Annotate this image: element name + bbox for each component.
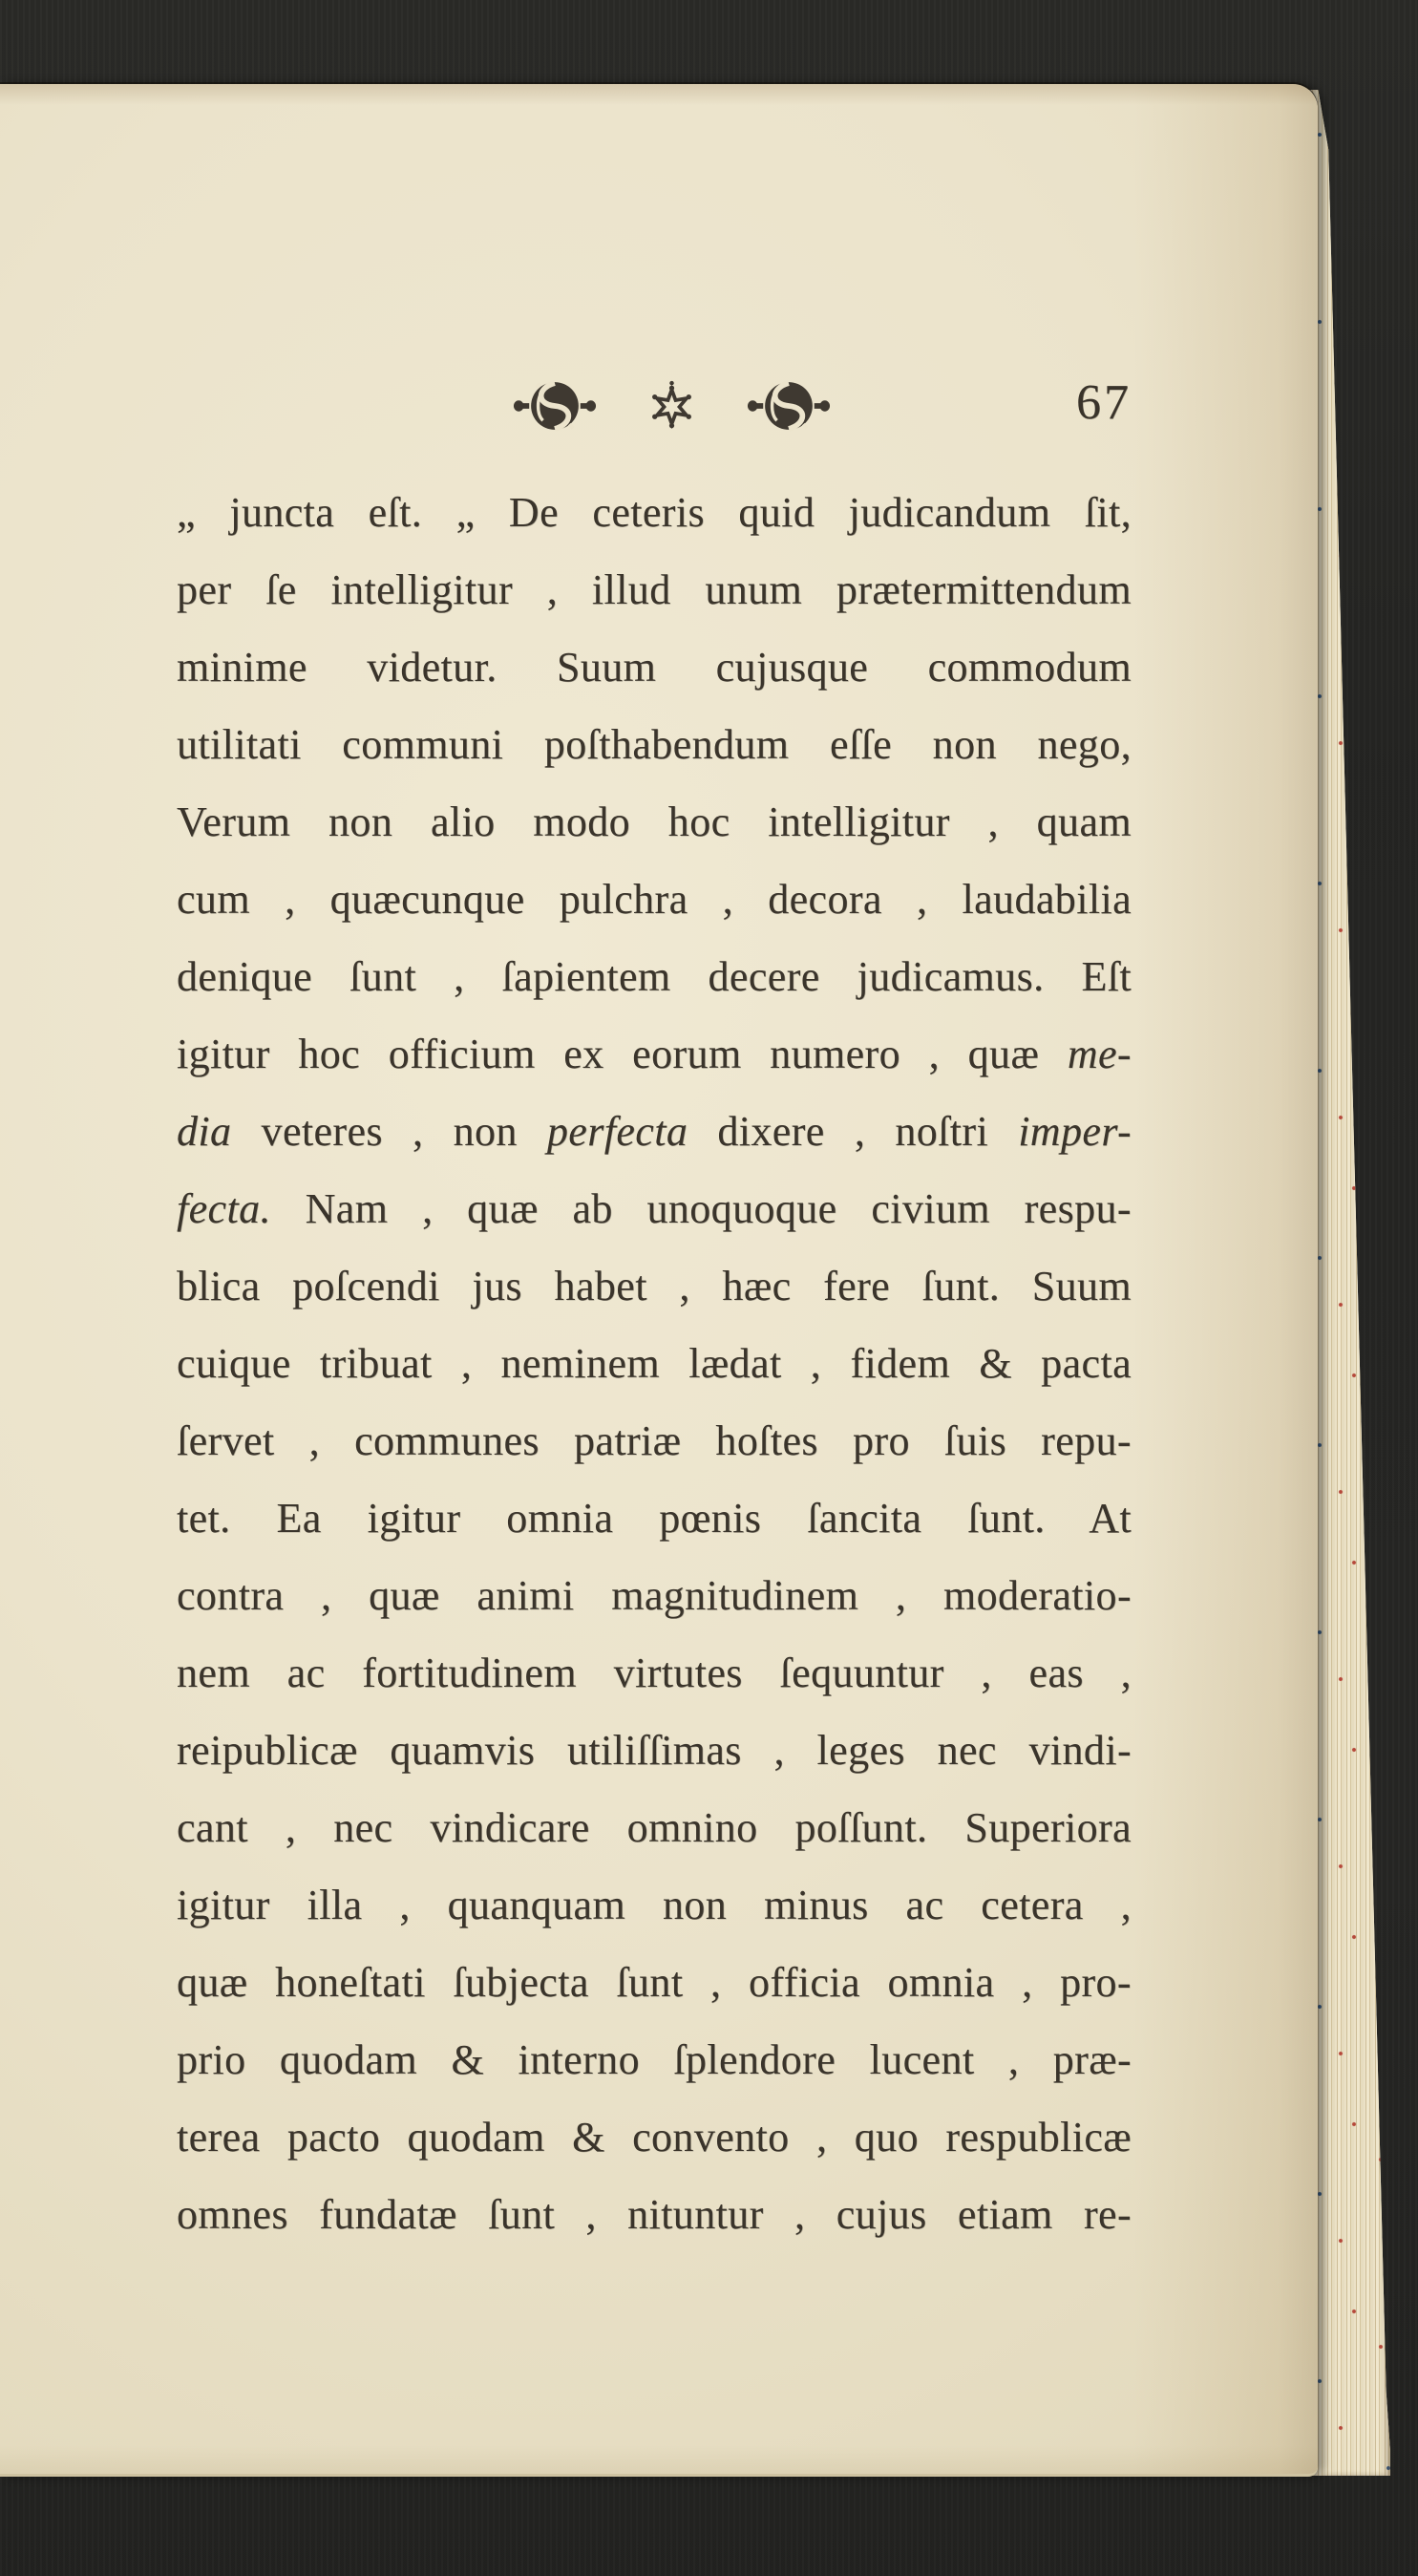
text-line: tet. Ea igitur omnia pœnis ſancita ſunt. At [177, 1495, 1132, 1542]
page-header [177, 371, 1132, 453]
fleuron-star-icon [650, 379, 693, 433]
text-line: blica poſcendi jus habet , hæc fere ſunt. Suum [177, 1263, 1132, 1309]
text-line: fecta. Nam , quæ ab unoquoque civium respu- [177, 1185, 1132, 1232]
text-block [177, 474, 1132, 2253]
text-line: nem ac fortitudinem virtutes ſequuntur , eas , [177, 1650, 1132, 1696]
text-line: dia veteres , non perfecta dixere , noſtri imper- [177, 1108, 1132, 1155]
text-line: cuique tribuat , neminem lædat , fidem & pacta [177, 1340, 1132, 1387]
text-line: omnes fundatæ ſunt , nituntur , cujus etiam re- [177, 2191, 1132, 2238]
text-line: Verum non alio modo hoc intelligitur , quam [177, 798, 1132, 845]
text-line: igitur hoc officium ex eorum numero , quæ me- [177, 1031, 1132, 1077]
text-line: quæ honeſtati ſubjecta ſunt , officia omnia , pro- [177, 1959, 1132, 2006]
text-line: per ſe intelligitur , illud unum prætermittendum [177, 566, 1132, 613]
fleuron-circle-icon [513, 378, 597, 434]
text-line: reipublicæ quamvis utiliſſimas , leges nec vindi- [177, 1727, 1132, 1774]
header-ornament-row [513, 378, 831, 434]
text-line: terea pacto quodam & convento , quo respublicæ [177, 2114, 1132, 2161]
book-page [0, 84, 1318, 2477]
text-line: ſervet , communes patriæ hoſtes pro ſuis repu- [177, 1417, 1132, 1464]
text-line: prio quodam & interno ſplendore lucent , præ- [177, 2036, 1132, 2083]
text-line: igitur illa , quanquam non minus ac cetera , [177, 1882, 1132, 1928]
text-line: „ juncta eſt. „ De ceteris quid judicandum ſit, [177, 489, 1132, 536]
text-line: contra , quæ animi magnitudinem , moderatio- [177, 1572, 1132, 1619]
page-number: 67 [1076, 375, 1132, 430]
text-line: cant , nec vindicare omnino poſſunt. Superiora [177, 1804, 1132, 1851]
text-line: denique ſunt , ſapientem decere judicamus. Eſt [177, 953, 1132, 1000]
fleuron-circle-icon [747, 378, 831, 434]
text-line: minime videtur. Suum cujusque commodum [177, 644, 1132, 691]
text-line: utilitati communi poſthabendum eſſe non nego, [177, 721, 1132, 768]
text-line: cum , quæcunque pulchra , decora , laudabilia [177, 876, 1132, 923]
